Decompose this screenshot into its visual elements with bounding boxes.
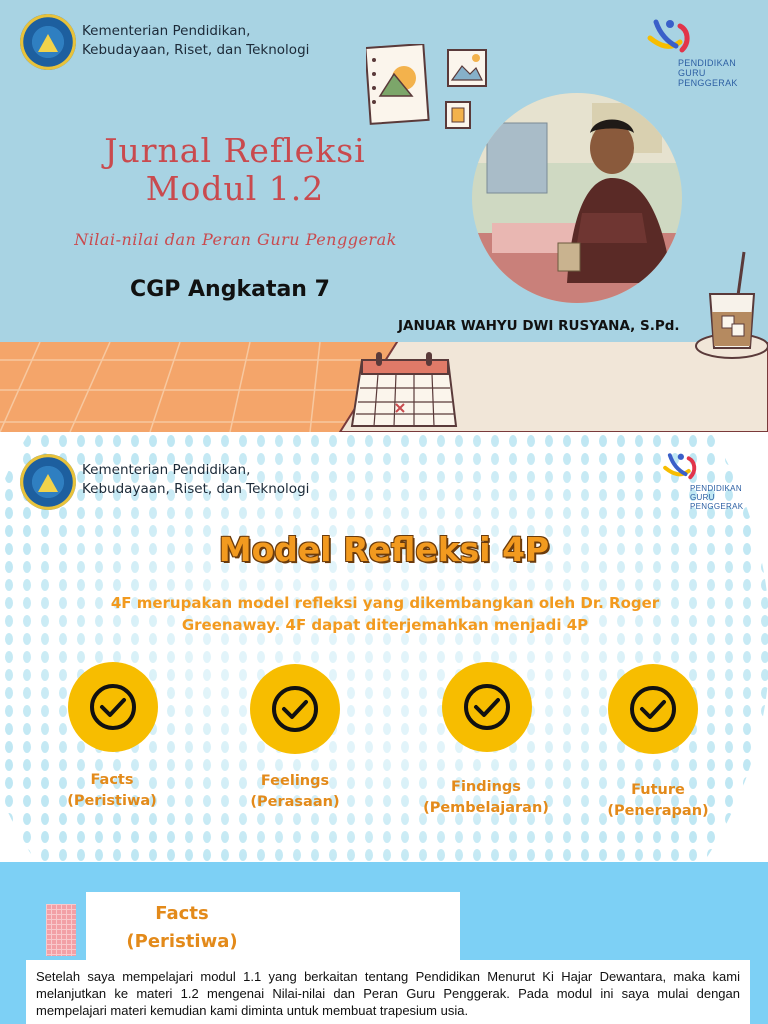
model-slide: [0, 432, 768, 862]
guru-penggerak-logo-icon: [662, 450, 706, 484]
cover-slide: [0, 0, 768, 432]
drink-glass-icon: [692, 250, 768, 370]
gp-line3: PENGGERAK: [678, 78, 738, 88]
check-circle-icon: [250, 664, 340, 754]
model-description-line1: 4F merupakan model refleksi yang dikembangkan oleh Dr. Roger: [110, 594, 660, 612]
item-label: Future: [631, 782, 685, 798]
facts-heading: [120, 900, 244, 956]
cover-subtitle: Nilai-nilai dan Peran Guru Penggerak: [74, 230, 397, 249]
guru-penggerak-logo-text: [690, 484, 743, 511]
model-description-line2: Greenaway. 4F dapat diterjemahkan menjadi 4P: [181, 616, 589, 634]
item-sublabel: (Peristiwa): [67, 793, 157, 809]
item-feelings: [205, 771, 385, 813]
item-facts: [22, 770, 202, 812]
guru-penggerak-logo-icon: [646, 16, 702, 58]
item-sublabel: (Perasaan): [250, 794, 340, 810]
paper-drawing-icon: [366, 44, 430, 126]
ministry-line1: Kementerian Pendidikan,: [82, 462, 251, 478]
check-circle-icon: [68, 662, 158, 752]
gp-line1: PENDIDIKAN: [690, 484, 742, 493]
landscape-frame-icon: [446, 48, 488, 88]
item-label: Feelings: [260, 773, 330, 789]
gp-line2: GURU: [678, 68, 706, 78]
ministry-line2: Kebudayaan, Riset, dan Teknologi: [82, 481, 310, 497]
author-photo: [472, 93, 682, 303]
item-label: Facts: [90, 772, 134, 788]
facts-heading-line2: (Peristiwa): [126, 931, 238, 952]
gp-line3: PENGGERAK: [690, 502, 744, 511]
ministry-seal-icon: [20, 14, 76, 70]
calendar-icon: [348, 352, 460, 430]
plant-frame-icon: [444, 100, 472, 130]
model-title: Model Refleksi 4P: [218, 530, 550, 569]
ministry-name: [82, 461, 309, 499]
grid-pattern-decoration: [46, 904, 76, 956]
facts-slide: [0, 862, 768, 1024]
gp-line1: PENDIDIKAN: [678, 58, 737, 68]
cohort-label: CGP Angkatan 7: [130, 277, 330, 302]
item-label: Findings: [451, 779, 521, 795]
ministry-line2: Kebudayaan, Riset, dan Teknologi: [82, 42, 310, 58]
ministry-line1: Kementerian Pendidikan,: [82, 23, 251, 39]
cover-title: [60, 132, 410, 208]
check-circle-icon: [442, 662, 532, 752]
item-future: [568, 780, 748, 822]
ministry-seal-icon: [20, 454, 76, 510]
item-sublabel: (Penerapan): [607, 803, 709, 819]
facts-paragraph: Setelah saya mempelajari modul 1.1 yang berkaitan tentang Pendidikan Menurut Ki Hajar Dewantara, maka kami melanjutkan ke materi 1.2 mengenai Nilai-nilai dan Peran Guru Penggerak. Pada modul ini saya mulai dengan mempelajari materi kemudian kami diminta untuk membuat trapesium usia.: [26, 960, 750, 1024]
cover-title-line2: Modul 1.2: [145, 169, 325, 208]
facts-heading-line1: Facts: [155, 903, 209, 924]
check-circle-icon: [608, 664, 698, 754]
guru-penggerak-logo-text: [678, 58, 738, 88]
gp-line2: GURU: [690, 493, 715, 502]
item-findings: [396, 777, 576, 819]
author-name: JANUAR WAHYU DWI RUSYANA, S.Pd.: [398, 318, 680, 334]
model-description: [60, 592, 710, 636]
ministry-name: [82, 22, 309, 60]
cover-title-line1: Jurnal Refleksi: [104, 131, 366, 170]
item-sublabel: (Pembelajaran): [423, 800, 549, 816]
